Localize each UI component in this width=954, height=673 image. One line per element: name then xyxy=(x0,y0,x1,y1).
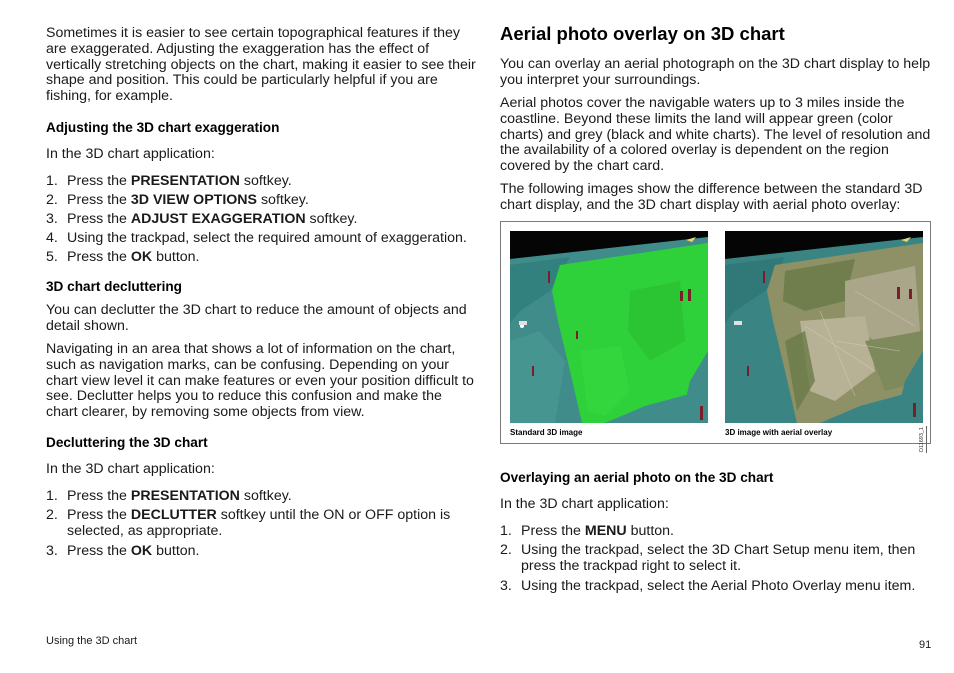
step-text: Using the trackpad, select the 3D Chart Setup menu item, then press the trackpad right to select it. xyxy=(521,542,916,575)
step-item xyxy=(46,231,476,247)
page-number: 91 xyxy=(919,639,932,651)
step-item xyxy=(46,193,476,209)
intro-paragraph: Sometimes it is easier to see certain topographical features if they are exaggerated. Adjusting the exaggeration has the effect of vertically stretching objects on the chart, making it easier to see their shape and position. This could be particularly helpful if you are fishing, for example. xyxy=(46,25,476,105)
step-item xyxy=(46,489,476,505)
overlay-lead: In the 3D chart application: xyxy=(500,496,669,512)
figure-id: D11693_1 xyxy=(919,427,925,452)
step-number: 3. xyxy=(46,542,58,559)
step-number: 3. xyxy=(500,577,512,594)
step-item xyxy=(46,212,476,228)
step-text: Press the xyxy=(67,488,131,504)
declutter-paragraph-1: You can declutter the 3D chart to reduce the amount of objects and detail shown. xyxy=(46,302,467,334)
step-text: Press the xyxy=(67,173,131,189)
aerial-paragraph-1: You can overlay an aerial photograph on the 3D chart display to help you interpret your surroundings. xyxy=(500,56,931,88)
step-text-end: button. xyxy=(626,523,674,539)
step-keyword: PRESENTATION xyxy=(130,173,240,189)
step-text-end: softkey. xyxy=(239,488,292,504)
exaggeration-heading: Adjusting the 3D chart exaggeration xyxy=(46,120,280,135)
step-keyword: OK xyxy=(130,248,153,265)
step-text-end: softkey. xyxy=(305,210,358,227)
page-title: Aerial photo overlay on 3D chart xyxy=(500,23,785,44)
step-text-end: button. xyxy=(152,542,200,559)
step-text: Press the xyxy=(67,507,131,524)
caption-aerial: 3D image with aerial overlay xyxy=(725,428,833,437)
step-text: Press the xyxy=(521,523,585,539)
step-number: 2. xyxy=(46,191,58,208)
step-keyword: 3D VIEW OPTIONS xyxy=(130,191,258,208)
step-text-end: softkey. xyxy=(239,173,292,189)
step-item xyxy=(500,579,932,595)
step-number: 1. xyxy=(46,173,58,189)
step-keyword: OK xyxy=(130,542,153,559)
exaggeration-steps xyxy=(46,174,476,269)
step-number: 5. xyxy=(46,248,58,265)
step-keyword: PRESENTATION xyxy=(130,488,240,504)
declutter-heading: 3D chart decluttering xyxy=(46,279,182,294)
aerial-paragraph-2: Aerial photos cover the navigable waters up to 3 miles inside the coastline. Beyond these limits the land will appear green (color charts) and grey (black and white charts). The level of resolution and the availability of a colored overlay is dependent on the region covered by the chart card. xyxy=(500,95,931,175)
overlay-steps xyxy=(500,524,932,598)
step-text: Press the xyxy=(67,542,131,559)
step-number: 2. xyxy=(46,507,58,524)
step-number: 4. xyxy=(46,229,58,246)
step-text: Using the trackpad, select the Aerial Photo Overlay menu item. xyxy=(521,577,916,594)
step-keyword: ADJUST EXAGGERATION xyxy=(130,210,306,227)
step-item xyxy=(46,508,476,540)
standard-3d-image xyxy=(510,231,708,423)
aerial-overlay-image xyxy=(725,231,923,423)
footer-section: Using the 3D chart xyxy=(46,635,138,647)
step-item xyxy=(46,174,476,190)
decluttering-heading: Decluttering the 3D chart xyxy=(46,435,208,450)
step-number: 3. xyxy=(46,210,58,227)
declutter-paragraph-2: Navigating in an area that shows a lot of information on the chart, such as navigation marks, can be confusing. Depending on your chart view level it can make features or even your position difficult to see. Declutter helps you to reduce this confusion and make the chart clearer, by removing some objects from view. xyxy=(46,341,474,421)
step-text: Press the xyxy=(67,210,131,227)
aerial-paragraph-3: The following images show the difference between the standard 3D chart display, and the 3D chart display with aerial photo overlay: xyxy=(500,181,923,213)
step-text: Using the trackpad, select the required amount of exaggeration. xyxy=(67,229,467,246)
step-item xyxy=(46,544,476,560)
step-item xyxy=(500,524,932,540)
overlay-heading: Overlaying an aerial photo on the 3D chart xyxy=(500,470,774,485)
step-keyword: DECLUTTER xyxy=(130,507,217,524)
decluttering-lead: In the 3D chart application: xyxy=(46,461,215,477)
step-text-end: softkey until the ON or OFF option is selected, as appropriate. xyxy=(67,507,451,540)
step-text: Press the xyxy=(67,248,131,265)
step-number: 1. xyxy=(500,523,512,539)
step-item xyxy=(500,543,932,575)
caption-standard: Standard 3D image xyxy=(510,428,583,437)
step-text: Press the xyxy=(67,191,131,208)
step-item xyxy=(46,250,476,266)
chart-comparison-figure xyxy=(500,221,931,452)
step-text-end: button. xyxy=(152,248,200,265)
exaggeration-lead: In the 3D chart application: xyxy=(46,146,215,162)
step-keyword: MENU xyxy=(584,523,627,539)
step-text-end: softkey. xyxy=(257,191,309,208)
step-number: 2. xyxy=(500,542,512,559)
decluttering-steps xyxy=(46,489,476,563)
step-number: 1. xyxy=(46,488,58,504)
